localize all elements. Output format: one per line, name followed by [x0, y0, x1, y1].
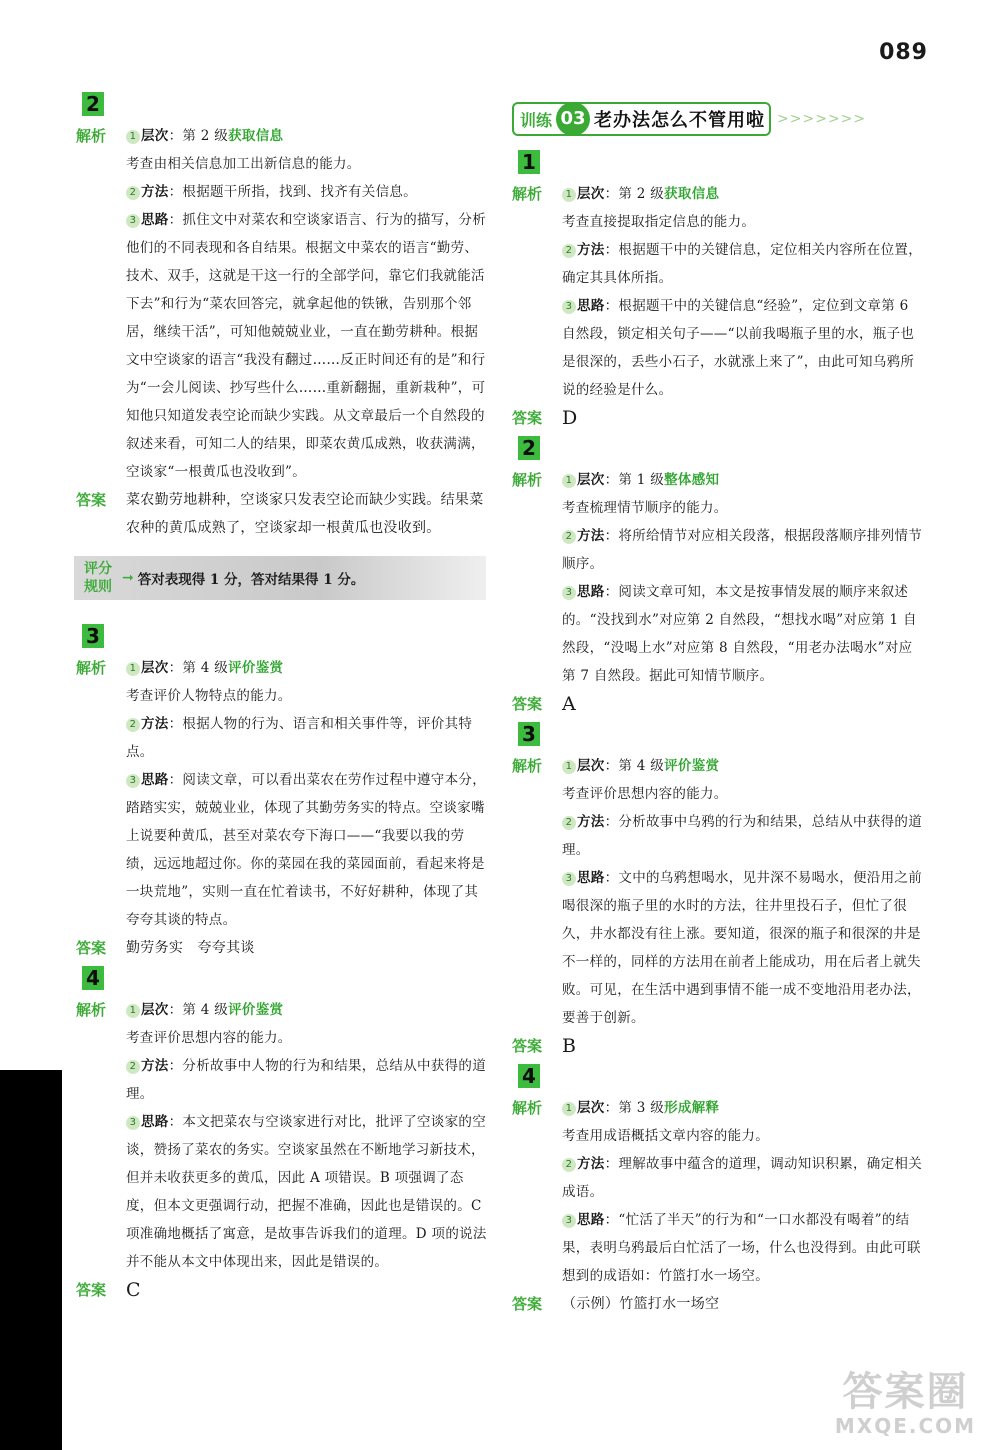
- answer-block: [512, 1032, 924, 1060]
- thinking-keyword: 思路: [141, 212, 169, 228]
- method-text: ：分析故事中人物的行为和结果，总结从中获得的道理。: [126, 1058, 487, 1102]
- analysis-block: [512, 1094, 924, 1290]
- level-value: ：第 4 级: [168, 1002, 229, 1018]
- circle-three-icon: 3: [126, 214, 140, 228]
- answer-block: [76, 1276, 491, 1304]
- method-text: ：根据题干中的关键信息，定位相关内容所在位置，确定其具体所指。: [562, 242, 923, 286]
- watermark: [823, 1370, 988, 1438]
- question-number-1: 1: [518, 150, 540, 174]
- question-number-2: 2: [82, 92, 104, 116]
- circle-two-icon: 2: [126, 718, 140, 732]
- thinking-keyword: 思路: [577, 1212, 605, 1228]
- level-keyword: 层次: [577, 758, 605, 774]
- page-number: 089: [879, 40, 928, 65]
- answer-text: A: [562, 693, 577, 715]
- method-keyword: 方法: [141, 1058, 169, 1074]
- method-keyword: 方法: [577, 242, 605, 258]
- answer-text: 勤劳务实 夸夸其谈: [126, 940, 255, 956]
- method-keyword: 方法: [577, 1156, 605, 1172]
- circle-three-icon: 3: [126, 1116, 140, 1130]
- circle-three-icon: 3: [562, 872, 576, 886]
- level-name: 评价鉴赏: [228, 1002, 284, 1018]
- thinking-text: ：抓住文中对菜农和空谈家语言、行为的描写，分析他们的不同表现和各自结果。根据文中菜农的语言“勤劳、技术、双手，这就是干这一行的全部学问，靠它们我就能活下去”和行为“菜农回答完，就拿起他的铁锹，告别那个邻居，继续干活”，可知他兢兢业业，一直在勤劳耕种。根据文中空谈家的语言“我没有翻过……反正时间还有的是”和行为“一会儿阅读、抄写些什么……重新翻掘，重新栽种”，可知他只知道发表空论而缺少实践。从文章最后一个自然段的叙述来看，可知二人的结果，即菜农黄瓜成熟，收获满满，空谈家“一根黄瓜也没收到”。: [126, 212, 487, 480]
- analysis-label: 解析: [76, 659, 107, 677]
- method-text: ：分析故事中乌鸦的行为和结果，总结从中获得的道理。: [562, 814, 923, 858]
- level-value: ：第 4 级: [168, 660, 229, 676]
- question-number-2: 2: [518, 436, 540, 460]
- left-column: [76, 88, 491, 1304]
- answer-text: （示例）竹篮打水一场空: [562, 1296, 720, 1312]
- level-keyword: 层次: [141, 128, 169, 144]
- score-rule-box: [74, 556, 486, 600]
- answer-label: 答案: [76, 1281, 107, 1299]
- level-keyword: 层次: [577, 472, 605, 488]
- watermark-bottom: MXQE.COM: [834, 1414, 977, 1438]
- analysis-label: 解析: [512, 471, 543, 489]
- circle-two-icon: 2: [562, 1158, 576, 1172]
- score-rule-text: 答对表现得 1 分，答对结果得 1 分。: [137, 572, 365, 588]
- analysis-block: [512, 466, 924, 690]
- thinking-text: ：阅读文章可知，本文是按事情发展的顺序来叙述的。“没找到水”对应第 2 自然段，“想找水喝”对应第 1 自然段，“没喝上水”对应第 8 自然段，“用老办法喝水”对应第 7 自然段。据此可知情节顺序。: [562, 584, 917, 684]
- circle-two-icon: 2: [562, 816, 576, 830]
- skill-text: 考查用成语概括文章内容的能力。: [562, 1128, 769, 1144]
- training-label: 训练: [520, 110, 553, 130]
- thinking-keyword: 思路: [577, 298, 605, 314]
- circle-three-icon: 3: [126, 774, 140, 788]
- training-number: 03: [556, 102, 590, 136]
- analysis-block: [76, 654, 491, 934]
- scan-edge-bar: [0, 1070, 62, 1450]
- training-title: 老办法怎么不管用啦: [594, 110, 766, 131]
- analysis-block: [76, 996, 491, 1276]
- analysis-label: 解析: [76, 1001, 107, 1019]
- circle-three-icon: 3: [562, 300, 576, 314]
- question-number-3: 3: [518, 722, 540, 746]
- score-rule-label: [74, 560, 122, 596]
- thinking-keyword: 思路: [141, 772, 169, 788]
- circle-three-icon: 3: [562, 586, 576, 600]
- skill-text: 考查评价思想内容的能力。: [126, 1030, 292, 1046]
- method-text: ：根据题干所指，找到、找齐有关信息。: [168, 184, 418, 200]
- method-keyword: 方法: [141, 184, 169, 200]
- analysis-block: [76, 122, 491, 486]
- answer-label: 答案: [76, 939, 107, 957]
- thinking-text: ：文中的乌鸦想喝水，见井深不易喝水，便沿用之前喝很深的瓶子里的水时的方法，往井里投石子，但忙了很久，井水都没有往上涨。要知道，很深的瓶子和很深的井是不一样的，同样的方法用在前者上能成功，用在后者上就失败。可见，在生活中遇到事情不能一成不变地沿用老办法，要善于创新。: [562, 870, 923, 1026]
- answer-label: 答案: [76, 491, 107, 509]
- answer-label: 答案: [512, 1037, 543, 1055]
- circle-one-icon: 1: [126, 1004, 140, 1018]
- skill-text: 考查评价思想内容的能力。: [562, 786, 728, 802]
- circle-two-icon: 2: [126, 186, 140, 200]
- thinking-keyword: 思路: [577, 870, 605, 886]
- analysis-label: 解析: [512, 185, 543, 203]
- level-value: ：第 3 级: [604, 1100, 665, 1116]
- question-number-3: 3: [82, 624, 104, 648]
- analysis-block: [512, 180, 924, 404]
- answer-block: [76, 934, 491, 962]
- circle-one-icon: 1: [562, 188, 576, 202]
- level-name: 获取信息: [228, 128, 284, 144]
- skill-text: 考查由相关信息加工出新信息的能力。: [126, 156, 361, 172]
- level-name: 获取信息: [664, 186, 720, 202]
- level-value: ：第 1 级: [604, 472, 665, 488]
- analysis-block: [512, 752, 924, 1032]
- method-keyword: 方法: [577, 814, 605, 830]
- circle-three-icon: 3: [562, 1214, 576, 1228]
- answer-text: 菜农勤劳地耕种，空谈家只发表空论而缺少实践。结果菜农种的黄瓜成熟了，空谈家却一根黄瓜也没收到。: [126, 492, 484, 536]
- answer-label: 答案: [512, 695, 543, 713]
- circle-one-icon: 1: [562, 760, 576, 774]
- level-name: 评价鉴赏: [664, 758, 720, 774]
- thinking-text: ：“忙活了半天”的行为和“一口水都没有喝着”的结果，表明乌鸦最后白忙活了一场，什么也没得到。由此可联想到的成语如：竹篮打水一场空。: [562, 1212, 921, 1284]
- thinking-text: ：阅读文章，可以看出菜农在劳作过程中遵守本分，踏踏实实，兢兢业业，体现了其勤劳务实的特点。空谈家嘴上说要种黄瓜，甚至对菜农夸下海口——“我要以我的劳绩，远远地超过你。你的菜园在我的菜园面前，看起来将是一块荒地”，实则一直在忙着读书，不好好耕种，体现了其夸夸其谈的特点。: [126, 772, 487, 928]
- analysis-label: 解析: [512, 757, 543, 775]
- method-text: ：理解故事中蕴含的道理，调动知识积累，确定相关成语。: [562, 1156, 923, 1200]
- level-name: 形成解释: [664, 1100, 720, 1116]
- method-text: ：将所给情节对应相关段落，根据段落顺序排列情节顺序。: [562, 528, 923, 572]
- circle-one-icon: 1: [126, 662, 140, 676]
- thinking-keyword: 思路: [577, 584, 605, 600]
- answer-block: [76, 486, 491, 542]
- skill-text: 考查直接提取指定信息的能力。: [562, 214, 756, 230]
- chevrons-right-icon: >>>>>>>: [777, 111, 867, 127]
- thinking-text: ：根据题干中的关键信息“经验”，定位到文章第 6 自然段，锁定相关句子——“以前我喝瓶子里的水，瓶子也是很深的，丢些小石子，水就涨上来了”，由此可知乌鸦所说的经验是什么。: [562, 298, 915, 398]
- thinking-text: ：本文把菜农与空谈家进行对比，批评了空谈家的空谈，赞扬了菜农的务实。空谈家虽然在不断地学习新技术，但并未收获更多的黄瓜，因此 A 项错误。B 项强调了态度，但本文更强调行动，把握不准确，因此也是错误的。C 项准确地概括了寓意，是故事告诉我们的道理。D 项的说法并不能从本文中体现出来，因此是错误的。: [126, 1114, 487, 1270]
- training-tag: [512, 102, 771, 136]
- question-number-4: 4: [82, 966, 104, 990]
- level-keyword: 层次: [577, 1100, 605, 1116]
- level-keyword: 层次: [577, 186, 605, 202]
- analysis-label: 解析: [512, 1099, 543, 1117]
- circle-one-icon: 1: [126, 130, 140, 144]
- level-name: 整体感知: [664, 472, 720, 488]
- level-keyword: 层次: [141, 1002, 169, 1018]
- thinking-keyword: 思路: [141, 1114, 169, 1130]
- level-name: 评价鉴赏: [228, 660, 284, 676]
- level-keyword: 层次: [141, 660, 169, 676]
- level-value: ：第 2 级: [168, 128, 229, 144]
- right-column: [512, 146, 924, 1318]
- answer-label: 答案: [512, 409, 543, 427]
- training-header: [512, 100, 932, 138]
- answer-block: [512, 404, 924, 432]
- skill-text: 考查评价人物特点的能力。: [126, 688, 292, 704]
- level-value: ：第 4 级: [604, 758, 665, 774]
- circle-two-icon: 2: [562, 244, 576, 258]
- circle-two-icon: 2: [126, 1060, 140, 1074]
- answer-block: [512, 690, 924, 718]
- answer-text: D: [562, 407, 578, 429]
- answer-block: [512, 1290, 924, 1318]
- skill-text: 考查梳理情节顺序的能力。: [562, 500, 728, 516]
- analysis-label: 解析: [76, 127, 107, 145]
- answer-text: C: [126, 1279, 141, 1301]
- circle-one-icon: 1: [562, 1102, 576, 1116]
- level-value: ：第 2 级: [604, 186, 665, 202]
- score-label-line2: 规则: [84, 579, 112, 595]
- circle-two-icon: 2: [562, 530, 576, 544]
- method-text: ：根据人物的行为、语言和相关事件等，评价其特点。: [126, 716, 473, 760]
- question-number-4: 4: [518, 1064, 540, 1088]
- circle-one-icon: 1: [562, 474, 576, 488]
- method-keyword: 方法: [141, 716, 169, 732]
- answer-text: B: [562, 1035, 577, 1057]
- arrow-right-icon: ➞: [122, 570, 134, 586]
- answer-label: 答案: [512, 1295, 543, 1313]
- watermark-top: 答案圈: [842, 1369, 969, 1415]
- method-keyword: 方法: [577, 528, 605, 544]
- score-label-line1: 评分: [84, 561, 112, 577]
